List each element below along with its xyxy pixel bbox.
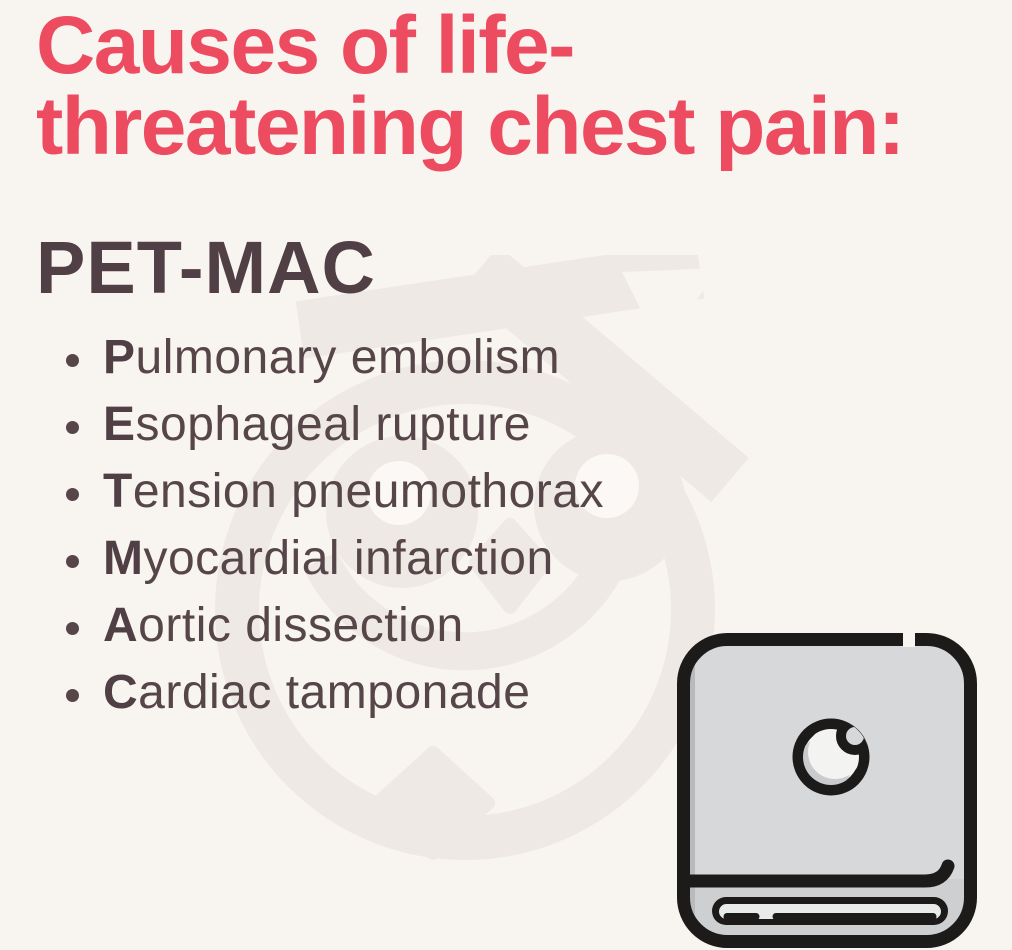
item-rest: sophageal rupture [135,398,531,451]
list-item [66,458,604,525]
bullet-icon [66,622,79,635]
item-initial: A [103,599,139,652]
causes-list [66,324,604,726]
page-title [36,0,996,172]
list-item [66,324,604,391]
list-item [66,391,604,458]
mac-outline-gap [903,633,915,647]
item-initial: E [103,398,136,451]
list-item [66,592,604,659]
bullet-icon [66,488,79,501]
bullet-icon [66,555,79,568]
list-item [66,659,604,726]
item-initial: T [103,465,133,518]
item-initial: P [103,331,136,384]
item-rest: ardiac tamponade [138,666,531,719]
item-rest: yocardial infarction [143,532,554,585]
list-item [66,525,604,592]
bullet-icon [66,354,79,367]
mac-vent-slot [712,897,948,925]
title-line-1: Causes of life- [36,0,574,91]
item-initial: M [103,532,144,585]
mac-computer-icon [677,633,977,948]
item-rest: ortic dissection [138,599,464,652]
item-initial: C [103,666,139,719]
title-line-2: threatening chest pain: [36,81,904,172]
bullet-icon [66,689,79,702]
bullet-icon [66,421,79,434]
mnemonic-heading: PET-MAC [36,226,376,309]
mac-logo-circle [798,722,869,791]
item-rest: ension pneumothorax [132,465,604,518]
item-rest: ulmonary embolism [135,331,561,384]
